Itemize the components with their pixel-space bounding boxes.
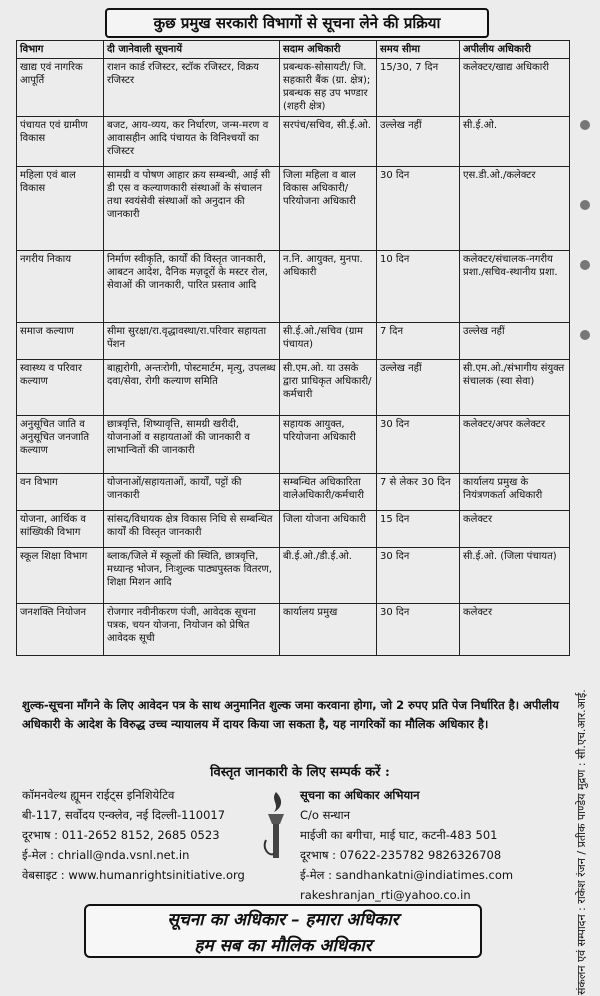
fee-note: शुल्क-सूचना माँगने के लिए आवेदन पत्र के साथ अनुमानित शुल्क जमा करवाना होगा, जो 2 रुपए प्रति पेज निर्धारित है। अपीलीय अधिकारी के आदेश के विरुद्ध उच्च न्यायालय में दायर किया जा सकता है, यह नागरिकों का मौलिक अधिकार है। xyxy=(22,698,559,731)
slogan-line-2: हम सब का मौलिक अधिकार xyxy=(194,936,372,956)
cell-appellate-officer: कलेक्टर/संचालक-नगरीय प्रशा./सचिव-स्थानीय प्रशा. xyxy=(460,251,570,323)
bullet-dot-icon xyxy=(580,330,590,340)
table-row xyxy=(17,416,570,474)
cell-officer: सम्बन्धित अधिकारिता वालेअधिकारी/कर्मचारी xyxy=(280,474,377,511)
org-chri-phone-row xyxy=(22,825,272,845)
table-row xyxy=(17,360,570,416)
org-rti-care-of: C/o सन्धान xyxy=(300,808,350,822)
cell-time-limit: 30 दिन xyxy=(377,548,460,604)
cell-appellate-officer: सी.ई.ओ. xyxy=(460,117,570,167)
org-chri-web-row xyxy=(22,865,272,885)
header-department: विभाग xyxy=(17,41,104,59)
table-body xyxy=(17,59,570,656)
org-chri-address: बी-117, सर्वोदय एन्क्लेव, नई दिल्ली-110017 xyxy=(22,808,226,822)
cell-information: बाह्यरोगी, अन्तःरोगी, पोस्टमार्टम, मृत्यु, उपलब्ध दवा/सेवा, रोगी कल्याण समिति xyxy=(104,360,280,416)
cell-department: स्कूल शिक्षा विभाग xyxy=(17,548,104,604)
cell-time-limit: उल्लेख नहीं xyxy=(377,117,460,167)
org-rti-email-2[interactable]: rakeshranjan_rti@yahoo.co.in xyxy=(300,888,471,902)
cell-time-limit: 7 से लेकर 30 दिन xyxy=(377,474,460,511)
org-chri-phone: 011-2652 8152, 2685 0523 xyxy=(61,828,220,842)
cell-appellate-officer: कलेक्टर xyxy=(460,604,570,656)
cell-appellate-officer: उल्लेख नहीं xyxy=(460,323,570,360)
cell-time-limit: 15/30, 7 दिन xyxy=(377,59,460,117)
table-row xyxy=(17,548,570,604)
slogan-box xyxy=(84,904,482,958)
cell-time-limit: उल्लेख नहीं xyxy=(377,360,460,416)
cell-time-limit: 7 दिन xyxy=(377,323,460,360)
org-chri-website[interactable]: www.humanrightsinitiative.org xyxy=(68,868,245,882)
cell-department: पंचायत एवं ग्रामीण विकास xyxy=(17,117,104,167)
page-title: कुछ प्रमुख सरकारी विभागों से सूचना लेने की प्रक्रिया xyxy=(105,8,489,38)
cell-officer: सरपंच/सचिव, सी.ई.ओ. xyxy=(280,117,377,167)
cell-appellate-officer: सी.एम.ओ./संभागीय संयुक्त संचालक (स्वा सेवा) xyxy=(460,360,570,416)
cell-information: योजनाओं/सहायताओं, कार्यों, पट्टों की जानकारी xyxy=(104,474,280,511)
org-chri-email[interactable]: chriall@nda.vsnl.net.in xyxy=(57,848,190,862)
cell-officer: बी.ई.ओ./डी.ई.ओ. xyxy=(280,548,377,604)
table-row xyxy=(17,604,570,656)
cell-department: समाज कल्याण xyxy=(17,323,104,360)
phone-label: दूरभाष : xyxy=(300,848,337,862)
slogan-line-1: सूचना का अधिकार – हमारा अधिकार xyxy=(167,910,399,930)
cell-information: बजट, आय-व्यय, कर निर्धारण, जन्म-मरण व आवासहीन आदि पंचायत के विनिश्चयों का रजिस्टर xyxy=(104,117,280,167)
cell-appellate-officer: कलेक्टर/खाद्य अधिकारी xyxy=(460,59,570,117)
cell-officer: जिला महिला व बाल विकास अधिकारी/परियोजना अधिकारी xyxy=(280,167,377,251)
cell-information: सांसद/विधायक क्षेत्र विकास निधि से सम्बन्धित कार्यों की विस्तृत जानकारी xyxy=(104,511,280,548)
contact-heading: विस्तृत जानकारी के लिए सम्पर्क करें : xyxy=(210,765,390,780)
cell-appellate-officer: कलेक्टर/अपर कलेक्टर xyxy=(460,416,570,474)
header-time-limit: समय सीमा xyxy=(377,41,460,59)
table-row xyxy=(17,117,570,167)
header-information: दी जानेवाली सूचनायें xyxy=(104,41,280,59)
cell-time-limit: 30 दिन xyxy=(377,416,460,474)
org-chri-contact xyxy=(22,785,272,885)
email-label: ई-मेल : xyxy=(22,848,54,862)
torch-logo-icon xyxy=(258,788,294,868)
org-rti-email-row xyxy=(300,865,570,885)
cell-officer: सी.एम.ओ. या उसके द्वारा प्राधिकृत अधिकारी/कर्मचारी xyxy=(280,360,377,416)
cell-appellate-officer: एस.डी.ओ./कलेक्टर xyxy=(460,167,570,251)
cell-information: निर्माण स्वीकृति, कार्यों की विस्तृत जानकारी, आबटन आदेश, दैनिक मज़दूरों के मस्टर रोल, सेवाओं की जानकारी, पारित प्रस्ताव आदि xyxy=(104,251,280,323)
cell-appellate-officer: कलेक्टर xyxy=(460,511,570,548)
org-rti-email-1[interactable]: sandhankatni@indiatimes.com xyxy=(335,868,514,882)
table-row xyxy=(17,59,570,117)
departments-table xyxy=(16,40,570,656)
web-label: वेबसाइट : xyxy=(22,868,65,882)
cell-department: वन विभाग xyxy=(17,474,104,511)
side-credit: संकलन एवं सम्पादन : राकेश रंजन / प्रतीक पाण्डेय मुद्रण : सी.एच.आर.आई. xyxy=(575,689,588,995)
cell-information: सीमा सुरक्षा/रा.वृद्धावस्था/रा.परिवार सहायता पेंशन xyxy=(104,323,280,360)
cell-department: महिला एवं बाल विकास xyxy=(17,167,104,251)
org-rti-name: सूचना का अधिकार अभियान xyxy=(300,788,420,802)
cell-time-limit: 15 दिन xyxy=(377,511,460,548)
cell-information: सामग्री व पोषण आहार क्रय सम्बन्धी, आई सी डी एस व कल्याणकारी संस्थाओं के संचालन तथा स्वयंसेवी संस्थाओं को अनुदान की जानकारी xyxy=(104,167,280,251)
bullet-dot-icon xyxy=(580,260,590,270)
header-appellate-officer: अपीलीय अधिकारी xyxy=(460,41,570,59)
org-rti-phone: 07622-235782 9826326708 xyxy=(339,848,502,862)
email-label: ई-मेल : xyxy=(300,868,332,882)
cell-officer: सी.ई.ओ./सचिव (ग्राम पंचायत) xyxy=(280,323,377,360)
org-chri-email-row xyxy=(22,845,272,865)
cell-officer: सहायक आयुक्त, परियोजना अधिकारी xyxy=(280,416,377,474)
cell-department: खाद्य एवं नागरिक आपूर्ति xyxy=(17,59,104,117)
cell-information: रोजगार नवीनीकरण पंजी, आवेदक सूचना पत्रक, चयन योजना, नियोजन को प्रेषित आवेदक सूची xyxy=(104,604,280,656)
org-rti-address: माईजी का बगीचा, माई घाट, कटनी-483 501 xyxy=(300,828,498,842)
cell-department: स्वास्थ्य व परिवार कल्याण xyxy=(17,360,104,416)
cell-information: ब्लाक/जिले में स्कूलों की स्थिति, छात्रवृत्ति, मध्यान्ह भोजन, निःशुल्क पाठ्यपुस्तक वितरण, शिक्षा मिशन आदि xyxy=(104,548,280,604)
org-rti-phone-row xyxy=(300,845,570,865)
cell-time-limit: 30 दिन xyxy=(377,167,460,251)
cell-time-limit: 10 दिन xyxy=(377,251,460,323)
header-officer: सदाम अधिकारी xyxy=(280,41,377,59)
cell-appellate-officer: सी.ई.ओ. (जिला पंचायत) xyxy=(460,548,570,604)
cell-officer: न.नि. आयुक्त, मुनपा. अधिकारी xyxy=(280,251,377,323)
table-row xyxy=(17,251,570,323)
table-row xyxy=(17,474,570,511)
org-rti-campaign-contact xyxy=(300,785,570,905)
table-row xyxy=(17,323,570,360)
cell-officer: जिला योजना अधिकारी xyxy=(280,511,377,548)
cell-appellate-officer: कार्यालय प्रमुख के नियंत्रणकर्ता अधिकारी xyxy=(460,474,570,511)
table-row xyxy=(17,511,570,548)
cell-department: नगरीय निकाय xyxy=(17,251,104,323)
cell-department: योजना, आर्थिक व सांख्यिकी विभाग xyxy=(17,511,104,548)
org-chri-name: कॉमनवेल्थ ह्यूमन राईट्स इनिशियेटिव xyxy=(22,788,175,802)
bullet-dot-icon xyxy=(580,200,590,210)
cell-information: राशन कार्ड रजिस्टर, स्टॉक रजिस्टर, विक्रय रजिस्टर xyxy=(104,59,280,117)
cell-information: छात्रवृत्ति, शिष्यावृत्ति, सामग्री खरीदी, योजनाओं व सहायताओं की जानकारी व लाभान्वितों की जानकारी xyxy=(104,416,280,474)
cell-time-limit: 30 दिन xyxy=(377,604,460,656)
table-header-row xyxy=(17,41,570,59)
phone-label: दूरभाष : xyxy=(22,828,59,842)
bullet-dot-icon xyxy=(580,120,590,130)
cell-officer: कार्यालय प्रमुख xyxy=(280,604,377,656)
cell-department: अनुसूचित जाति व अनुसूचित जनजाति कल्याण xyxy=(17,416,104,474)
cell-department: जनशक्ति नियोजन xyxy=(17,604,104,656)
table-row xyxy=(17,167,570,251)
cell-officer: प्रबन्धक-सोसायटी/ जि. सहकारी बैंक (ग्रा. क्षेत्र); प्रबन्धक सह उप भण्डार (शहरी क्षेत्र) xyxy=(280,59,377,117)
